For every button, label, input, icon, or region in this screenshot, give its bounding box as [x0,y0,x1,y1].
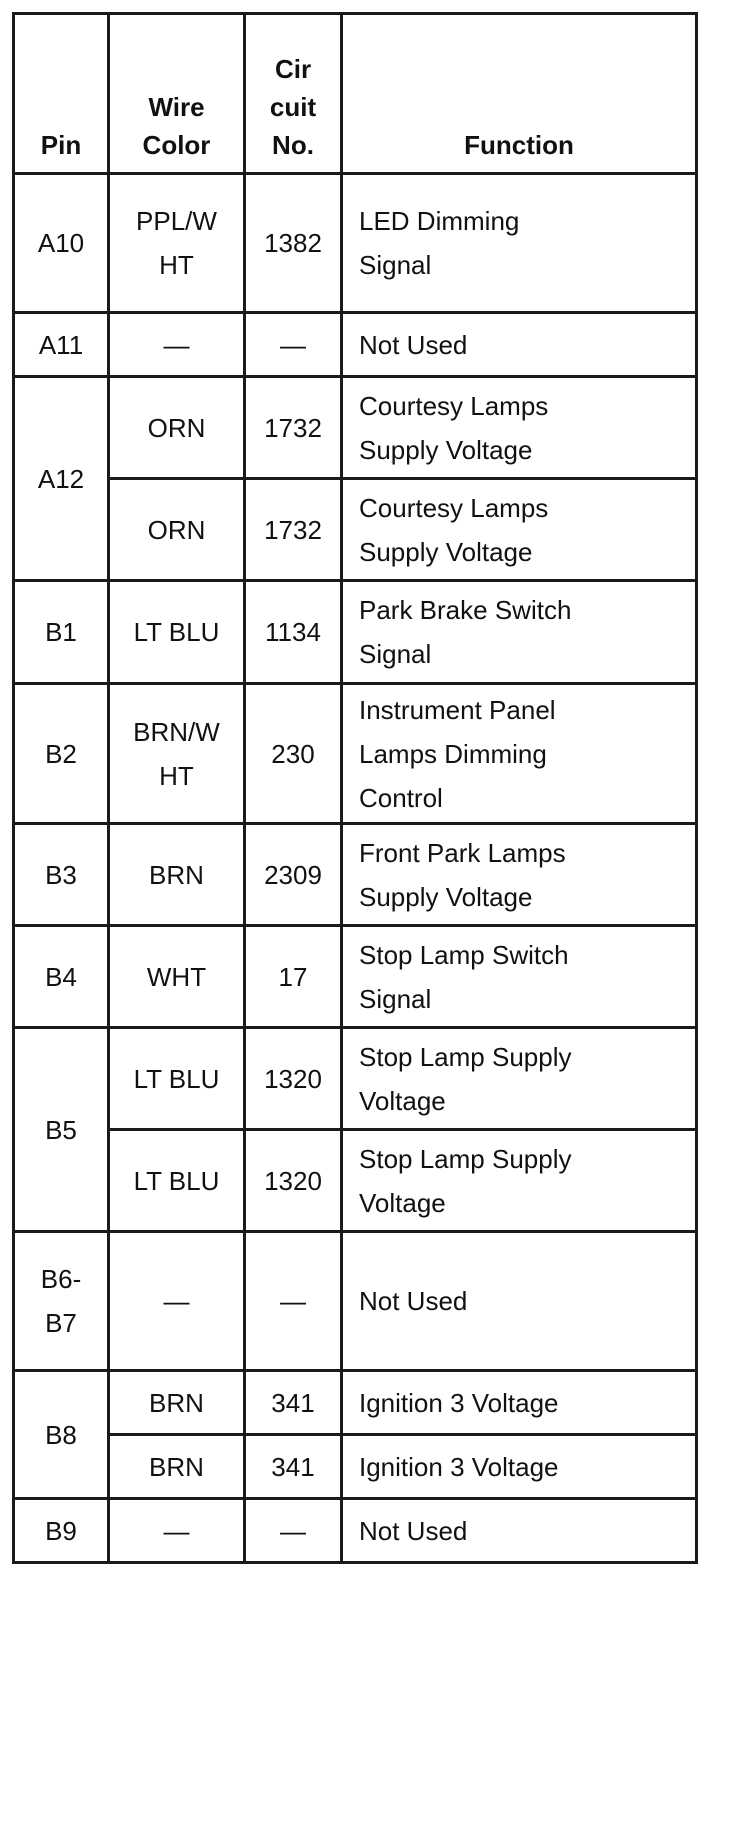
circuit-cell: 1320 [245,1028,342,1130]
wire-color-cell: — [109,1232,245,1371]
pin-cell: B8 [14,1371,109,1499]
circuit-cell: 2309 [245,824,342,926]
pin-cell: B6- B7 [14,1232,109,1371]
function-cell: Ignition 3 Voltage [342,1371,697,1435]
function-cell: Instrument Panel Lamps Dimming Control [342,684,697,824]
wire-color-cell: ORN [109,479,245,581]
circuit-cell: — [245,1499,342,1563]
function-cell: Not Used [342,1232,697,1371]
table-row [14,684,697,824]
table-row [14,1435,697,1499]
wire-color-cell: ORN [109,377,245,479]
pin-cell: B9 [14,1499,109,1563]
table-row [14,1028,697,1130]
table-row [14,313,697,377]
pin-cell: B2 [14,684,109,824]
circuit-cell: 1320 [245,1130,342,1232]
wire-color-cell: LT BLU [109,1130,245,1232]
header-pin: Pin [14,14,109,174]
header-wire-color: Wire Color [109,14,245,174]
table-row [14,174,697,313]
table-row [14,926,697,1028]
header-circuit-no: Cir cuit No. [245,14,342,174]
circuit-cell: — [245,1232,342,1371]
circuit-cell: 17 [245,926,342,1028]
wire-color-cell: WHT [109,926,245,1028]
pin-cell: A11 [14,313,109,377]
wire-color-cell: — [109,313,245,377]
wire-color-cell: BRN [109,824,245,926]
table-row [14,479,697,581]
function-cell: Stop Lamp Switch Signal [342,926,697,1028]
wire-color-cell: BRN/W HT [109,684,245,824]
table-header-row [14,14,697,174]
table-row [14,581,697,684]
table-row [14,1371,697,1435]
circuit-cell: 230 [245,684,342,824]
function-cell: Stop Lamp Supply Voltage [342,1130,697,1232]
circuit-cell: 1382 [245,174,342,313]
circuit-cell: 1732 [245,377,342,479]
table-row [14,1499,697,1563]
function-cell: Not Used [342,1499,697,1563]
function-cell: Courtesy Lamps Supply Voltage [342,479,697,581]
wire-color-cell: BRN [109,1435,245,1499]
pin-cell: B5 [14,1028,109,1232]
pin-cell: A10 [14,174,109,313]
table-row [14,1232,697,1371]
circuit-cell: 1134 [245,581,342,684]
table-row [14,377,697,479]
table-row [14,1130,697,1232]
wire-color-cell: — [109,1499,245,1563]
wire-color-cell: LT BLU [109,581,245,684]
pin-cell: B3 [14,824,109,926]
function-cell: Stop Lamp Supply Voltage [342,1028,697,1130]
header-function: Function [342,14,697,174]
connector-pinout-table [12,12,698,1564]
circuit-cell: 341 [245,1371,342,1435]
circuit-cell: 341 [245,1435,342,1499]
circuit-cell: 1732 [245,479,342,581]
wire-color-cell: PPL/W HT [109,174,245,313]
function-cell: Courtesy Lamps Supply Voltage [342,377,697,479]
circuit-cell: — [245,313,342,377]
wire-color-cell: LT BLU [109,1028,245,1130]
table-row [14,824,697,926]
function-cell: LED Dimming Signal [342,174,697,313]
pin-cell: B4 [14,926,109,1028]
function-cell: Park Brake Switch Signal [342,581,697,684]
function-cell: Front Park Lamps Supply Voltage [342,824,697,926]
pin-cell: B1 [14,581,109,684]
pin-cell: A12 [14,377,109,581]
function-cell: Not Used [342,313,697,377]
function-cell: Ignition 3 Voltage [342,1435,697,1499]
wire-color-cell: BRN [109,1371,245,1435]
